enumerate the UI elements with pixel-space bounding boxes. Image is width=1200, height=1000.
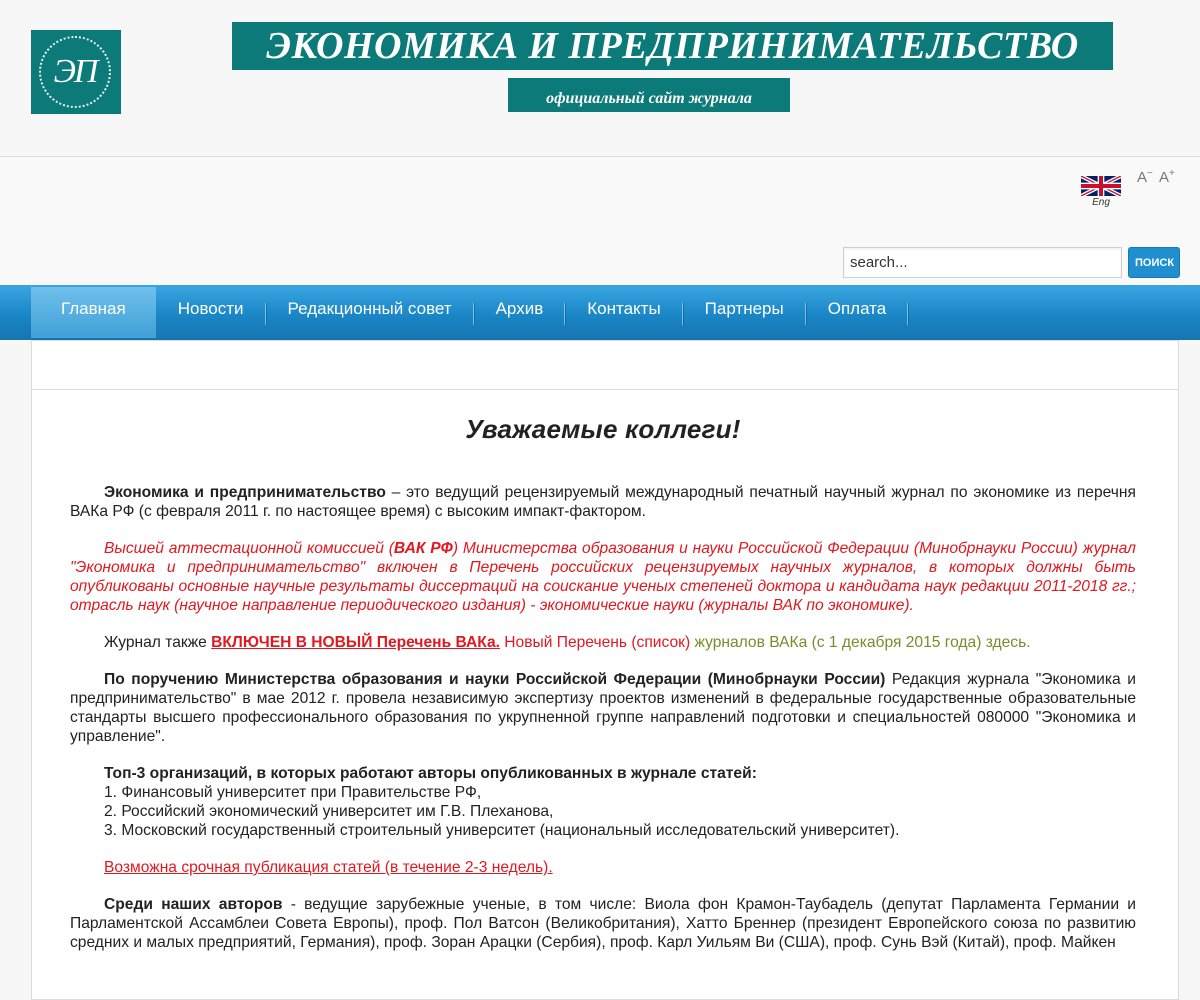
uk-flag-icon bbox=[1081, 176, 1121, 196]
ministry-paragraph bbox=[70, 670, 1136, 746]
font-decrease-sign: − bbox=[1147, 168, 1153, 179]
new-list-paragraph bbox=[70, 633, 1136, 652]
nav-items bbox=[31, 287, 908, 339]
ministry-bold: По поручению Министерства образования и науки Российской Федерации (Минобрнауки России) bbox=[104, 671, 886, 688]
urgent-publication-link[interactable]: Возможна срочная публикация статей (в течение 2-3 недель). bbox=[104, 859, 553, 876]
new-list-text-a: Журнал также bbox=[104, 634, 212, 651]
authors-text: - ведущие зарубежные ученые, в том числе: Виола фон Крамон-Таубадель (депутат Парламента Германии и Парламентской Ассамблеи Совета Европы), проф. Пол Ватсон (Великобритания), Хатто Бреннер (президент Европейского союза по развитию средних и малых предприятий, Германия), проф. Зоран Арацки (Сербия), проф. Карл Уильям Ви (США), проф. Сунь Вэй (Китай), проф. Майкен bbox=[70, 896, 1136, 951]
top3-block bbox=[70, 764, 1136, 840]
vak-text-b: ) Министерства образования и науки Российской Федерации (Минобрнауки России) журнал "Экономика и предпринимательство" включен в Перечень российских рецензируемых научных журналов, в которых должны быть опубликованы основные научные результаты диссертаций на соискание ученых степеней доктора и кандидата наук редакции 2011-2018 гг.; отрасль наук (научное направление периодического издания) - экономические науки (журналы ВАК по экономике). bbox=[70, 540, 1136, 614]
font-increase-letter: A bbox=[1159, 169, 1170, 186]
nav-item-news[interactable]: Новости bbox=[156, 287, 266, 339]
logo-ring bbox=[39, 36, 111, 108]
ministry-text: Редакция журнала "Экономика и предпринимательство" в мае 2012 г. провела независимую экспертизу проектов изменений в федеральные государственные образовательные стандарты высшего профессионального образования по укрупненной группе направлений подготовки и специальностей 080000 "Экономика и управление". bbox=[70, 671, 1136, 745]
vak-text-a: Высшей аттестационной комиссией ( bbox=[104, 540, 394, 557]
new-list-here-link[interactable]: журналов ВАКа (с 1 декабря 2015 года) здесь. bbox=[694, 634, 1031, 651]
nav-item-editorial-board[interactable]: Редакционный совет bbox=[266, 287, 474, 339]
nav-item-partners[interactable]: Партнеры bbox=[683, 287, 806, 339]
urgent-paragraph bbox=[70, 858, 1136, 877]
site-title: ЭКОНОМИКА И ПРЕДПРИНИМАТЕЛЬСТВО bbox=[232, 22, 1113, 70]
site-header bbox=[0, 0, 1200, 157]
new-list-text-b: Новый Перечень (список) bbox=[499, 634, 695, 651]
journal-logo[interactable] bbox=[31, 30, 121, 114]
list-item: 2. Российский экономический университет им Г.В. Плеханова, bbox=[104, 803, 554, 820]
nav-item-contacts[interactable]: Контакты bbox=[565, 287, 682, 339]
content-top-bar bbox=[32, 341, 1178, 390]
nav-item-archive[interactable]: Архив bbox=[474, 287, 566, 339]
font-increase-sign: + bbox=[1169, 168, 1175, 179]
main-content bbox=[31, 340, 1179, 1000]
logo-letters: ЭП bbox=[53, 53, 97, 90]
nav-item-home[interactable]: Главная bbox=[31, 287, 156, 339]
article bbox=[32, 414, 1178, 952]
language-label: Eng bbox=[1092, 197, 1110, 208]
intro-paragraph bbox=[70, 483, 1136, 521]
page-title: Уважаемые коллеги! bbox=[465, 414, 741, 444]
search-input[interactable] bbox=[843, 247, 1122, 278]
font-decrease-button[interactable] bbox=[1137, 168, 1153, 186]
authors-bold: Среди наших авторов bbox=[104, 896, 283, 913]
list-item: 1. Финансовый университет при Правительстве РФ, bbox=[104, 784, 482, 801]
authors-paragraph bbox=[70, 895, 1136, 952]
font-increase-button[interactable] bbox=[1159, 168, 1175, 186]
search-button[interactable]: ПОИСК bbox=[1128, 247, 1180, 278]
font-decrease-letter: A bbox=[1137, 169, 1148, 186]
language-switch-english[interactable] bbox=[1080, 176, 1122, 208]
journal-name: Экономика и предпринимательство bbox=[104, 484, 386, 501]
site-subtitle: официальный сайт журнала bbox=[508, 78, 790, 112]
intro-text: – это ведущий рецензируемый международный печатный научный журнал по экономике из перечня ВАКа РФ (с февраля 2011 г. по настоящее время) с высоким импакт-фактором. bbox=[70, 484, 1136, 520]
vak-abbr: ВАК РФ bbox=[393, 540, 453, 557]
vak-paragraph bbox=[70, 539, 1136, 615]
new-vak-list-link[interactable]: ВКЛЮЧЕН В НОВЫЙ Перечень ВАКа. bbox=[211, 634, 500, 651]
main-nav bbox=[0, 285, 1200, 340]
nav-item-payment[interactable]: Оплата bbox=[806, 287, 908, 339]
list-item: 3. Московский государственный строительный университет (национальный исследовательский университет). bbox=[104, 822, 900, 839]
top3-heading: Топ-3 организаций, в которых работают авторы опубликованных в журнале статей: bbox=[104, 765, 757, 782]
